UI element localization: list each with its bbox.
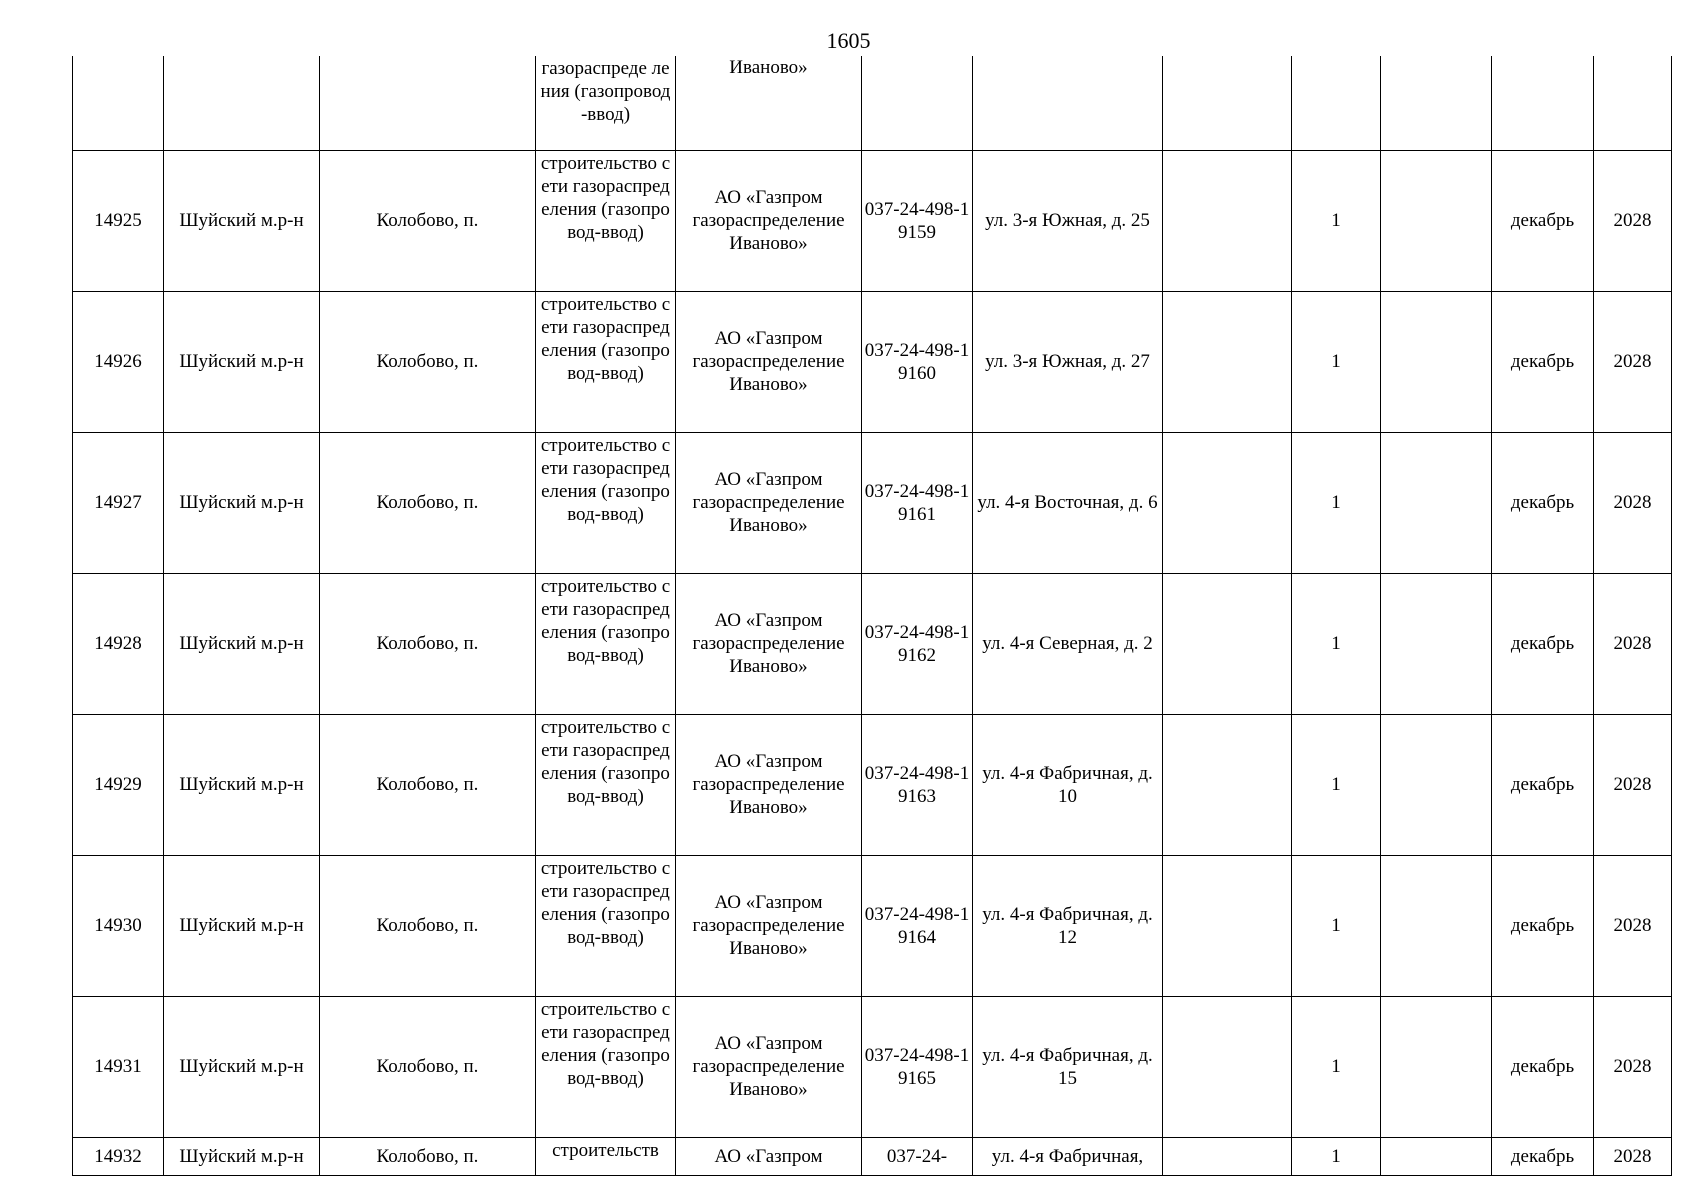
cell-qty: 1 xyxy=(1292,996,1381,1137)
cell-code xyxy=(862,56,973,150)
cell-org: Иваново» xyxy=(676,56,862,150)
cell-month: декабрь xyxy=(1492,1137,1594,1175)
document-table xyxy=(72,56,1672,1176)
cell-org: АО «Газпром газораспределение Иваново» xyxy=(676,996,862,1137)
cell-year: 2028 xyxy=(1594,291,1672,432)
table-row xyxy=(73,432,1672,573)
cell-address: ул. 4-я Фабричная, xyxy=(973,1137,1163,1175)
cell-locality: Колобово, п. xyxy=(320,150,536,291)
cell-qty: 1 xyxy=(1292,855,1381,996)
cell-kind: строительство сети газораспределения (газопровод-ввод) xyxy=(536,573,676,714)
table-row-last xyxy=(73,1137,1672,1175)
cell-code: 037-24-498-19162 xyxy=(862,573,973,714)
cell-num: 14932 xyxy=(73,1137,164,1175)
cell-extra2 xyxy=(1381,855,1492,996)
cell-month: декабрь xyxy=(1492,432,1594,573)
cell-code: 037-24-498-19160 xyxy=(862,291,973,432)
table-row xyxy=(73,855,1672,996)
cell-extra xyxy=(1163,714,1292,855)
table-row xyxy=(73,714,1672,855)
cell-kind: строительство сети газораспределения (газопровод-ввод) xyxy=(536,291,676,432)
cell-qty: 1 xyxy=(1292,573,1381,714)
cell-qty: 1 xyxy=(1292,291,1381,432)
cell-qty xyxy=(1292,56,1381,150)
cell-qty: 1 xyxy=(1292,432,1381,573)
cell-org: АО «Газпром газораспределение Иваново» xyxy=(676,714,862,855)
cell-district: Шуйский м.р-н xyxy=(164,1137,320,1175)
cell-year: 2028 xyxy=(1594,714,1672,855)
cell-address: ул. 3-я Южная, д. 25 xyxy=(973,150,1163,291)
cell-address xyxy=(973,56,1163,150)
cell-code: 037-24-498-19159 xyxy=(862,150,973,291)
cell-extra2 xyxy=(1381,432,1492,573)
cell-num: 14929 xyxy=(73,714,164,855)
cell-extra xyxy=(1163,1137,1292,1175)
cell-kind: строительство сети газораспределения (газопровод-ввод) xyxy=(536,714,676,855)
cell-district: Шуйский м.р-н xyxy=(164,855,320,996)
cell-code: 037-24-498-19165 xyxy=(862,996,973,1137)
cell-locality: Колобово, п. xyxy=(320,432,536,573)
cell-year: 2028 xyxy=(1594,855,1672,996)
cell-code: 037-24-498-19164 xyxy=(862,855,973,996)
cell-locality: Колобово, п. xyxy=(320,291,536,432)
cell-num: 14927 xyxy=(73,432,164,573)
cell-locality xyxy=(320,56,536,150)
cell-district xyxy=(164,56,320,150)
cell-kind: строительство сети газораспределения (газопровод-ввод) xyxy=(536,432,676,573)
page-number: 1605 xyxy=(826,28,871,53)
cell-qty: 1 xyxy=(1292,1137,1381,1175)
cell-locality: Колобово, п. xyxy=(320,855,536,996)
cell-locality: Колобово, п. xyxy=(320,996,536,1137)
cell-district: Шуйский м.р-н xyxy=(164,714,320,855)
cell-num xyxy=(73,56,164,150)
cell-extra xyxy=(1163,996,1292,1137)
cell-org: АО «Газпром газораспределение Иваново» xyxy=(676,291,862,432)
cell-month: декабрь xyxy=(1492,714,1594,855)
cell-code: 037-24-498-19163 xyxy=(862,714,973,855)
cell-extra2 xyxy=(1381,573,1492,714)
cell-year: 2028 xyxy=(1594,573,1672,714)
continuation-row xyxy=(73,56,1672,150)
cell-year xyxy=(1594,56,1672,150)
cell-address: ул. 3-я Южная, д. 27 xyxy=(973,291,1163,432)
cell-extra2 xyxy=(1381,996,1492,1137)
cell-month: декабрь xyxy=(1492,150,1594,291)
cell-qty: 1 xyxy=(1292,714,1381,855)
cell-address: ул. 4-я Северная, д. 2 xyxy=(973,573,1163,714)
cell-month: декабрь xyxy=(1492,855,1594,996)
cell-month: декабрь xyxy=(1492,573,1594,714)
cell-kind: газораспреде ления (газопровод-ввод) xyxy=(536,56,676,150)
table-row xyxy=(73,150,1672,291)
cell-year: 2028 xyxy=(1594,150,1672,291)
cell-num: 14931 xyxy=(73,996,164,1137)
cell-locality: Колобово, п. xyxy=(320,573,536,714)
table-row xyxy=(73,291,1672,432)
cell-kind: строительств xyxy=(536,1137,676,1175)
cell-extra2 xyxy=(1381,150,1492,291)
cell-address: ул. 4-я Фабричная, д. 12 xyxy=(973,855,1163,996)
cell-org: АО «Газпром газораспределение Иваново» xyxy=(676,150,862,291)
cell-address: ул. 4-я Фабричная, д. 10 xyxy=(973,714,1163,855)
cell-locality: Колобово, п. xyxy=(320,1137,536,1175)
cell-kind: строительство сети газораспределения (газопровод-ввод) xyxy=(536,855,676,996)
cell-org: АО «Газпром газораспределение Иваново» xyxy=(676,855,862,996)
cell-address: ул. 4-я Фабричная, д. 15 xyxy=(973,996,1163,1137)
cell-year: 2028 xyxy=(1594,1137,1672,1175)
cell-district: Шуйский м.р-н xyxy=(164,573,320,714)
cell-locality: Колобово, п. xyxy=(320,714,536,855)
table-row xyxy=(73,573,1672,714)
cell-extra2 xyxy=(1381,1137,1492,1175)
cell-num: 14925 xyxy=(73,150,164,291)
cell-qty: 1 xyxy=(1292,150,1381,291)
cell-year: 2028 xyxy=(1594,996,1672,1137)
cell-year: 2028 xyxy=(1594,432,1672,573)
cell-org: АО «Газпром газораспределение Иваново» xyxy=(676,432,862,573)
cell-extra xyxy=(1163,150,1292,291)
cell-district: Шуйский м.р-н xyxy=(164,996,320,1137)
cell-extra xyxy=(1163,573,1292,714)
cell-extra2 xyxy=(1381,714,1492,855)
cell-extra xyxy=(1163,56,1292,150)
cell-extra2 xyxy=(1381,291,1492,432)
cell-extra xyxy=(1163,432,1292,573)
cell-kind: строительство сети газораспределения (газопровод-ввод) xyxy=(536,150,676,291)
cell-month xyxy=(1492,56,1594,150)
table-row xyxy=(73,996,1672,1137)
cell-address: ул. 4-я Восточная, д. 6 xyxy=(973,432,1163,573)
cell-district: Шуйский м.р-н xyxy=(164,150,320,291)
cell-month: декабрь xyxy=(1492,291,1594,432)
cell-org: АО «Газпром xyxy=(676,1137,862,1175)
cell-num: 14926 xyxy=(73,291,164,432)
cell-extra xyxy=(1163,291,1292,432)
cell-code: 037-24-498-19161 xyxy=(862,432,973,573)
cell-code: 037-24- xyxy=(862,1137,973,1175)
cell-extra xyxy=(1163,855,1292,996)
cell-month: декабрь xyxy=(1492,996,1594,1137)
cell-num: 14930 xyxy=(73,855,164,996)
cell-district: Шуйский м.р-н xyxy=(164,432,320,573)
cell-org: АО «Газпром газораспределение Иваново» xyxy=(676,573,862,714)
cell-kind: строительство сети газораспределения (газопровод-ввод) xyxy=(536,996,676,1137)
cell-extra2 xyxy=(1381,56,1492,150)
cell-num: 14928 xyxy=(73,573,164,714)
cell-district: Шуйский м.р-н xyxy=(164,291,320,432)
